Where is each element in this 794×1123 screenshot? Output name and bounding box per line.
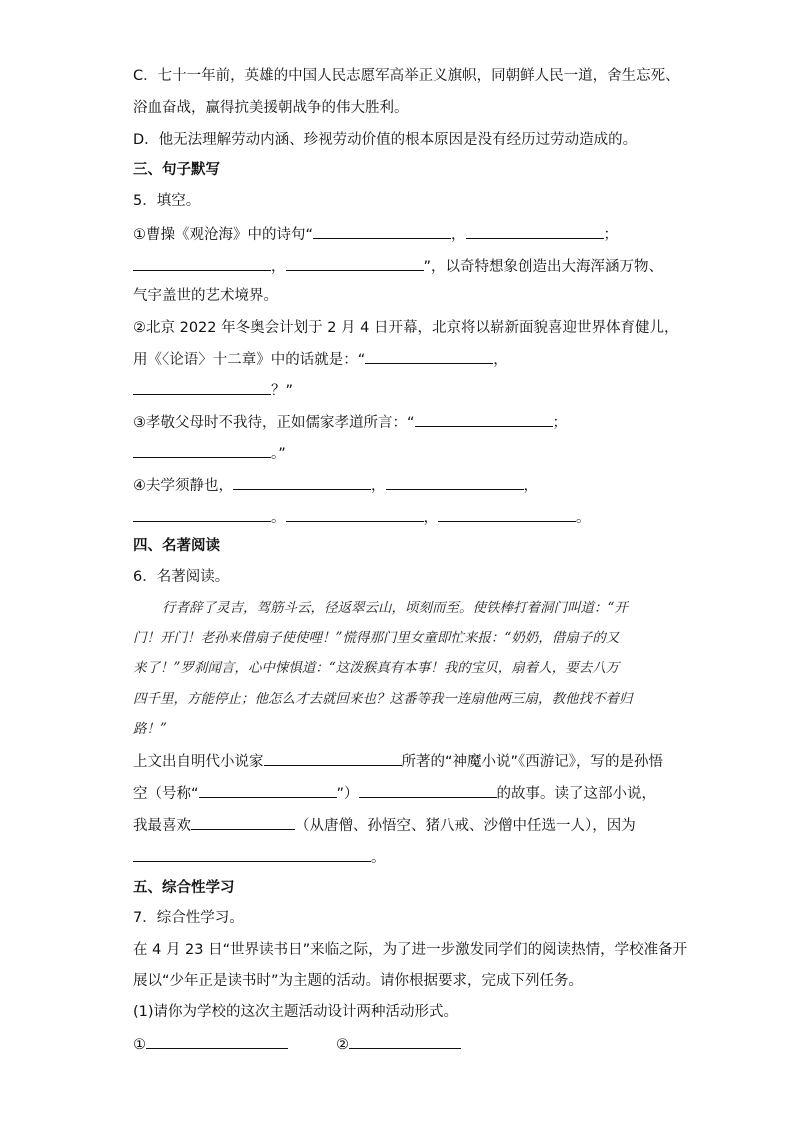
answer-blank[interactable] bbox=[264, 751, 402, 766]
question-7-title: 7．综合性学习。 bbox=[133, 910, 244, 926]
question-6-title: 6．名著阅读。 bbox=[133, 569, 230, 585]
q6-line3 bbox=[133, 815, 636, 836]
punct: ， bbox=[451, 227, 466, 243]
punct: ， bbox=[371, 478, 386, 494]
punct: ？” bbox=[271, 383, 294, 399]
punct: ， bbox=[493, 352, 508, 368]
item1-suffix: ”，以奇特想象创造出大海浑涵万物、 bbox=[423, 259, 664, 275]
q6-line4 bbox=[133, 847, 386, 868]
answer-blank[interactable] bbox=[313, 224, 451, 239]
option-c-line1: C．七十一年前，英雄的中国人民志愿军高举正义旗帜，同朝鲜人民一道，舍生忘死、 bbox=[133, 68, 680, 84]
option-c-line2: 浴血奋战，赢得抗美援朝战争的伟大胜利。 bbox=[133, 100, 409, 116]
answer-blank[interactable] bbox=[359, 783, 497, 798]
q6-text: 空（号称“ bbox=[133, 786, 199, 802]
answer-blank[interactable] bbox=[365, 349, 493, 364]
answer-blank[interactable] bbox=[286, 507, 424, 522]
q6-text: 的故事。读了这部小说， bbox=[496, 786, 657, 802]
section-heading-3: 三、句子默写 bbox=[133, 162, 220, 178]
q6-text: ”） bbox=[336, 786, 359, 802]
question-5-title: 5．填空。 bbox=[133, 193, 201, 209]
fill-item-2-line3 bbox=[133, 380, 293, 401]
section-heading-4: 四、名著阅读 bbox=[133, 538, 220, 554]
answer-blank[interactable] bbox=[286, 256, 424, 271]
item3-prompt: ③孝敬父母时不我待，正如儒家孝道所言：“ bbox=[133, 415, 415, 431]
fill-item-1-line2 bbox=[133, 256, 663, 277]
q7-intro-line1: 在 4 月 23 日“世界读书日”来临之际，为了进一步激发同学们的阅读热情，学校准备开 bbox=[133, 942, 688, 958]
answer-blank[interactable] bbox=[349, 1034, 461, 1049]
answer-blank[interactable] bbox=[466, 224, 604, 239]
punct: 。 bbox=[271, 510, 286, 526]
answer-blank[interactable] bbox=[133, 380, 271, 395]
fill-item-4-line1 bbox=[133, 475, 538, 496]
answer-blank[interactable] bbox=[438, 507, 576, 522]
answer-blank[interactable] bbox=[133, 256, 271, 271]
punct: ； bbox=[552, 415, 568, 431]
section-heading-5: 五、综合性学习 bbox=[133, 880, 235, 896]
fill-item-1-line1 bbox=[133, 224, 618, 245]
fill-item-3-line2 bbox=[133, 443, 286, 464]
fill-item-2-line1: ②北京 2022 年冬奥会计划于 2 月 4 日开幕，北京将以崭新面貌喜迎世界体育健儿， bbox=[133, 320, 679, 336]
q6-line1 bbox=[133, 751, 663, 772]
q6-line2 bbox=[133, 783, 656, 804]
answer-blank[interactable] bbox=[199, 783, 337, 798]
passage-line: 行者辞了灵吉，驾筋斗云，径返翠云山，顷刻而至。使铁棒打着洞门叫道：“开 bbox=[162, 600, 628, 616]
q6-text: （从唐僧、孙悟空、猪八戒、沙僧中任选一人），因为 bbox=[295, 818, 636, 834]
answer-blank[interactable] bbox=[233, 475, 371, 490]
passage-line: 门！开门！老孙来借扇子使使哩！”慌得那门里女童即忙来报：“奶奶，借扇子的又 bbox=[133, 630, 620, 646]
answer-blank[interactable] bbox=[133, 443, 271, 458]
fill-item-2-line2 bbox=[133, 349, 508, 370]
option-d: D．他无法理解劳动内涵、珍视劳动价值的根本原因是没有经历过劳动造成的。 bbox=[133, 132, 638, 148]
q7-intro-line2: 展以“少年正是读书时”为主题的活动。请你根据要求，完成下列任务。 bbox=[133, 973, 584, 989]
passage-line: 来了！”罗刹闻言，心中悚惧道：“这泼猴真有本事！我的宝贝，扇着人，要去八万 bbox=[133, 660, 620, 676]
q7-answer-line bbox=[133, 1034, 461, 1055]
fill-item-1-line3: 气宇盖世的艺术境界。 bbox=[133, 288, 278, 304]
passage-line: 四千里，方能停止；他怎么才去就回来也？这番等我一连扇他两三扇，教他找不着归 bbox=[133, 691, 633, 707]
punct: 。” bbox=[271, 446, 286, 462]
q6-text: 上文出自明代小说家 bbox=[133, 754, 264, 770]
punct: 。 bbox=[371, 850, 386, 866]
fill-item-4-line2 bbox=[133, 507, 591, 528]
q6-text: 所著的“神魔小说”《西游记》，写的是孙悟 bbox=[401, 754, 664, 770]
answer-blank[interactable] bbox=[191, 815, 295, 830]
q7-task1: (1)请你为学校的这次主题活动设计两种活动形式。 bbox=[133, 1004, 459, 1020]
answer-blank[interactable] bbox=[386, 475, 524, 490]
passage-line: 路！” bbox=[133, 721, 167, 737]
answer-blank[interactable] bbox=[133, 507, 271, 522]
punct: 。 bbox=[576, 510, 591, 526]
item4-prompt: ④夫学须静也， bbox=[133, 478, 233, 494]
punct: ； bbox=[603, 227, 619, 243]
q6-text: 我最喜欢 bbox=[133, 818, 191, 834]
punct: ， bbox=[423, 510, 438, 526]
answer-1-label: ① bbox=[133, 1037, 146, 1053]
item2-prompt: 用《〈论语〉十二章》中的话就是：“ bbox=[133, 352, 366, 368]
punct: ， bbox=[523, 478, 538, 494]
answer-2-label: ② bbox=[336, 1037, 349, 1053]
fill-item-3-line1 bbox=[133, 412, 567, 433]
punct: ， bbox=[271, 259, 286, 275]
answer-blank[interactable] bbox=[133, 847, 371, 862]
answer-blank[interactable] bbox=[415, 412, 553, 427]
item1-prompt: ①曹操《观沧海》中的诗句“ bbox=[133, 227, 314, 243]
answer-blank[interactable] bbox=[146, 1034, 288, 1049]
